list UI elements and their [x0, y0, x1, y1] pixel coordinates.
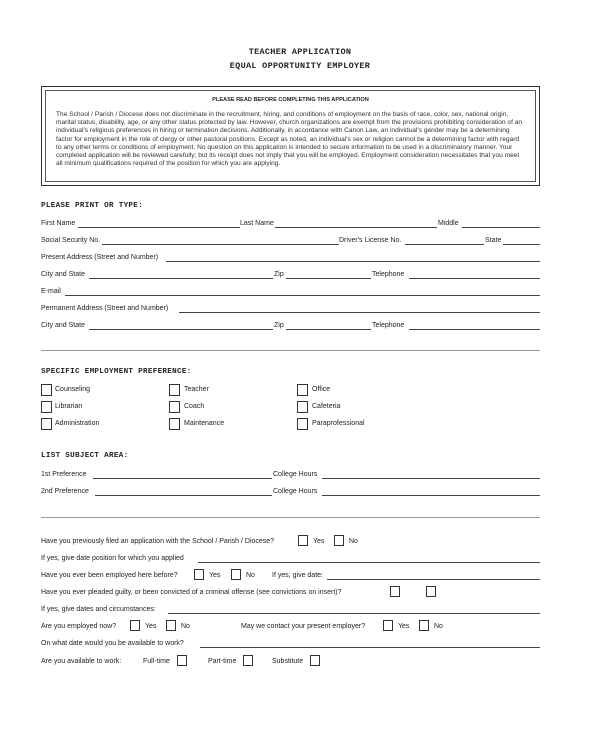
- telephone-label: Telephone: [372, 271, 405, 278]
- second-preference-row: [41, 486, 540, 498]
- email-label: E-mail: [41, 288, 61, 295]
- substitute-checkbox[interactable]: [310, 655, 320, 666]
- notice-box: [41, 86, 540, 186]
- second-preference-field[interactable]: [95, 486, 272, 496]
- email-row: [41, 286, 540, 298]
- librarian-label: Librarian: [55, 403, 83, 410]
- administration-checkbox[interactable]: [41, 418, 52, 430]
- employed-now-yes-checkbox[interactable]: [130, 620, 140, 631]
- notice-inner-border: [45, 90, 536, 182]
- employed-now-no-label: No: [181, 623, 190, 630]
- contact-employer-no-label: No: [434, 623, 443, 630]
- present-address-field[interactable]: [166, 252, 540, 262]
- permanent-address-row: [41, 303, 540, 315]
- filed-date-question: If yes, give date position for which you applied: [41, 555, 184, 562]
- employed-before-yes-label: Yes: [209, 572, 221, 579]
- employed-before-yes-checkbox[interactable]: [194, 569, 204, 580]
- office-label: Office: [312, 386, 331, 393]
- city-state-row-1: [41, 269, 540, 281]
- name-row: [41, 218, 540, 230]
- filed-date-field[interactable]: [198, 553, 540, 563]
- telephone-label-2: Telephone: [372, 322, 405, 329]
- ssn-field[interactable]: [102, 235, 339, 245]
- contact-employer-question: May we contact your present employer?: [241, 623, 366, 630]
- start-date-field[interactable]: [200, 638, 540, 648]
- notice-body: The School / Parish / Diocese does not discriminate in the recruitment, hiring, and conditions of employment on the basis of race, color, sex, national origin, marital status, disability, age, or any other status protected by law. However, church organizations are exempt from the provisions prohibiting consideration of an individual's religious preferences in hiring or termination decisions. Additionally, in accordance with Canon Law, an individual's gender may be a determining factor for employment in the role of clergy or other pastoral positions. Except as noted, an individual's sex or religion cannot be a determining factor with regard to any other terms or conditions of employment. No question on this application is intended to secure information to be used in a discriminatory manner. Your completed application will be reviewed carefully; but its receipt does not imply that you will be employed. Employment consideration necessitates that you meet all minimum qualifications required of the position for which you are applying.: [56, 111, 523, 168]
- employed-before-question: Have you ever been employed here before?: [41, 572, 178, 579]
- cafeteria-label: Cafeteria: [312, 403, 341, 410]
- employed-now-yes-label: Yes: [145, 623, 157, 630]
- filed-before-yes-checkbox[interactable]: [298, 535, 308, 546]
- convicted-question: Have you ever pleaded guilty, or been convicted of a criminal offense (see convictions on insert)?: [41, 589, 342, 596]
- last-name-field[interactable]: [275, 218, 437, 228]
- first-name-field[interactable]: [78, 218, 240, 228]
- contact-employer-no-checkbox[interactable]: [419, 620, 429, 631]
- first-preference-field[interactable]: [93, 469, 272, 479]
- present-address-label: Present Address (Street and Number): [41, 254, 159, 261]
- convicted-yes-checkbox[interactable]: [390, 586, 400, 597]
- college-hours-label-2: College Hours: [273, 488, 318, 495]
- contact-employer-yes-checkbox[interactable]: [383, 620, 393, 631]
- employed-date-field[interactable]: [327, 570, 540, 580]
- middle-label: Middle: [438, 220, 459, 227]
- preference-section-heading: SPECIFIC EMPLOYMENT PREFERENCE:: [41, 368, 192, 376]
- second-preference-label: 2nd Preference: [41, 488, 89, 495]
- zip-field-2[interactable]: [286, 320, 371, 330]
- part-time-checkbox[interactable]: [243, 655, 253, 666]
- subject-section-heading: LIST SUBJECT AREA:: [41, 452, 129, 460]
- college-hours-label-1: College Hours: [273, 471, 318, 478]
- personal-section-heading: PLEASE PRINT OR TYPE:: [41, 202, 143, 210]
- cafeteria-checkbox[interactable]: [297, 401, 308, 413]
- section-divider-2: [41, 517, 540, 518]
- first-preference-label: 1st Preference: [41, 471, 87, 478]
- convicted-details-field[interactable]: [168, 604, 540, 614]
- form-title: TEACHER APPLICATION: [248, 47, 352, 57]
- filed-before-yes-label: Yes: [313, 538, 325, 545]
- librarian-checkbox[interactable]: [41, 401, 52, 413]
- city-state-field-2[interactable]: [89, 320, 273, 330]
- zip-label: Zip: [274, 271, 284, 278]
- permanent-address-field[interactable]: [179, 303, 540, 313]
- telephone-field-2[interactable]: [409, 320, 540, 330]
- paraprofessional-checkbox[interactable]: [297, 418, 308, 430]
- convicted-details-question: If yes, give dates and circumstances:: [41, 606, 156, 613]
- contact-employer-yes-label: Yes: [398, 623, 410, 630]
- employed-now-question: Are you employed now?: [41, 623, 117, 630]
- office-checkbox[interactable]: [297, 384, 308, 396]
- counseling-checkbox[interactable]: [41, 384, 52, 396]
- permanent-address-label: Permanent Address (Street and Number): [41, 305, 169, 312]
- zip-field[interactable]: [286, 269, 371, 279]
- teacher-label: Teacher: [184, 386, 209, 393]
- zip-label-2: Zip: [274, 322, 284, 329]
- middle-field[interactable]: [462, 218, 540, 228]
- telephone-field[interactable]: [409, 269, 540, 279]
- first-preference-row: [41, 469, 540, 481]
- coach-checkbox[interactable]: [169, 401, 180, 413]
- state-label: State: [485, 237, 502, 244]
- last-name-label: Last Name: [240, 220, 274, 227]
- state-field[interactable]: [503, 235, 540, 245]
- maintenance-label: Maintenance: [184, 420, 225, 427]
- maintenance-checkbox[interactable]: [169, 418, 180, 430]
- city-state-label-2: City and State: [41, 322, 85, 329]
- college-hours-field-2[interactable]: [322, 486, 540, 496]
- college-hours-field-1[interactable]: [322, 469, 540, 479]
- filed-before-no-label: No: [349, 538, 358, 545]
- ssn-label: Social Security No.: [41, 237, 101, 244]
- part-time-label: Part-time: [208, 658, 237, 665]
- coach-label: Coach: [184, 403, 205, 410]
- employed-before-no-checkbox[interactable]: [231, 569, 241, 580]
- teacher-checkbox[interactable]: [169, 384, 180, 396]
- license-label: Driver's License No.: [339, 237, 402, 244]
- filed-before-no-checkbox[interactable]: [334, 535, 344, 546]
- counseling-label: Counseling: [55, 386, 91, 393]
- full-time-checkbox[interactable]: [177, 655, 187, 666]
- city-state-label: City and State: [41, 271, 85, 278]
- email-field[interactable]: [65, 286, 540, 296]
- full-time-label: Full-time: [143, 658, 170, 665]
- substitute-label: Substitute: [272, 658, 304, 665]
- city-state-field[interactable]: [89, 269, 273, 279]
- employed-now-no-checkbox[interactable]: [166, 620, 176, 631]
- license-field[interactable]: [405, 235, 484, 245]
- employed-before-no-label: No: [246, 572, 255, 579]
- start-date-question: On what date would you be available to work?: [41, 640, 184, 647]
- city-state-row-2: [41, 320, 540, 332]
- notice-heading: PLEASE READ BEFORE COMPLETING THIS APPLICATION: [212, 97, 369, 103]
- section-divider: [41, 350, 540, 351]
- convicted-no-checkbox[interactable]: [426, 586, 436, 597]
- employed-date-question: If yes, give date:: [272, 572, 323, 579]
- present-address-row: [41, 252, 540, 264]
- form-subtitle: EQUAL OPPORTUNITY EMPLOYER: [229, 61, 371, 71]
- paraprofessional-label: Paraprofessional: [312, 420, 365, 427]
- ssn-row: [41, 235, 540, 247]
- available-question: Are you available to work:: [41, 658, 122, 665]
- first-name-label: First Name: [41, 220, 76, 227]
- filed-before-question: Have you previously filed an application with the School / Parish / Diocese?: [41, 538, 275, 545]
- administration-label: Administration: [55, 420, 100, 427]
